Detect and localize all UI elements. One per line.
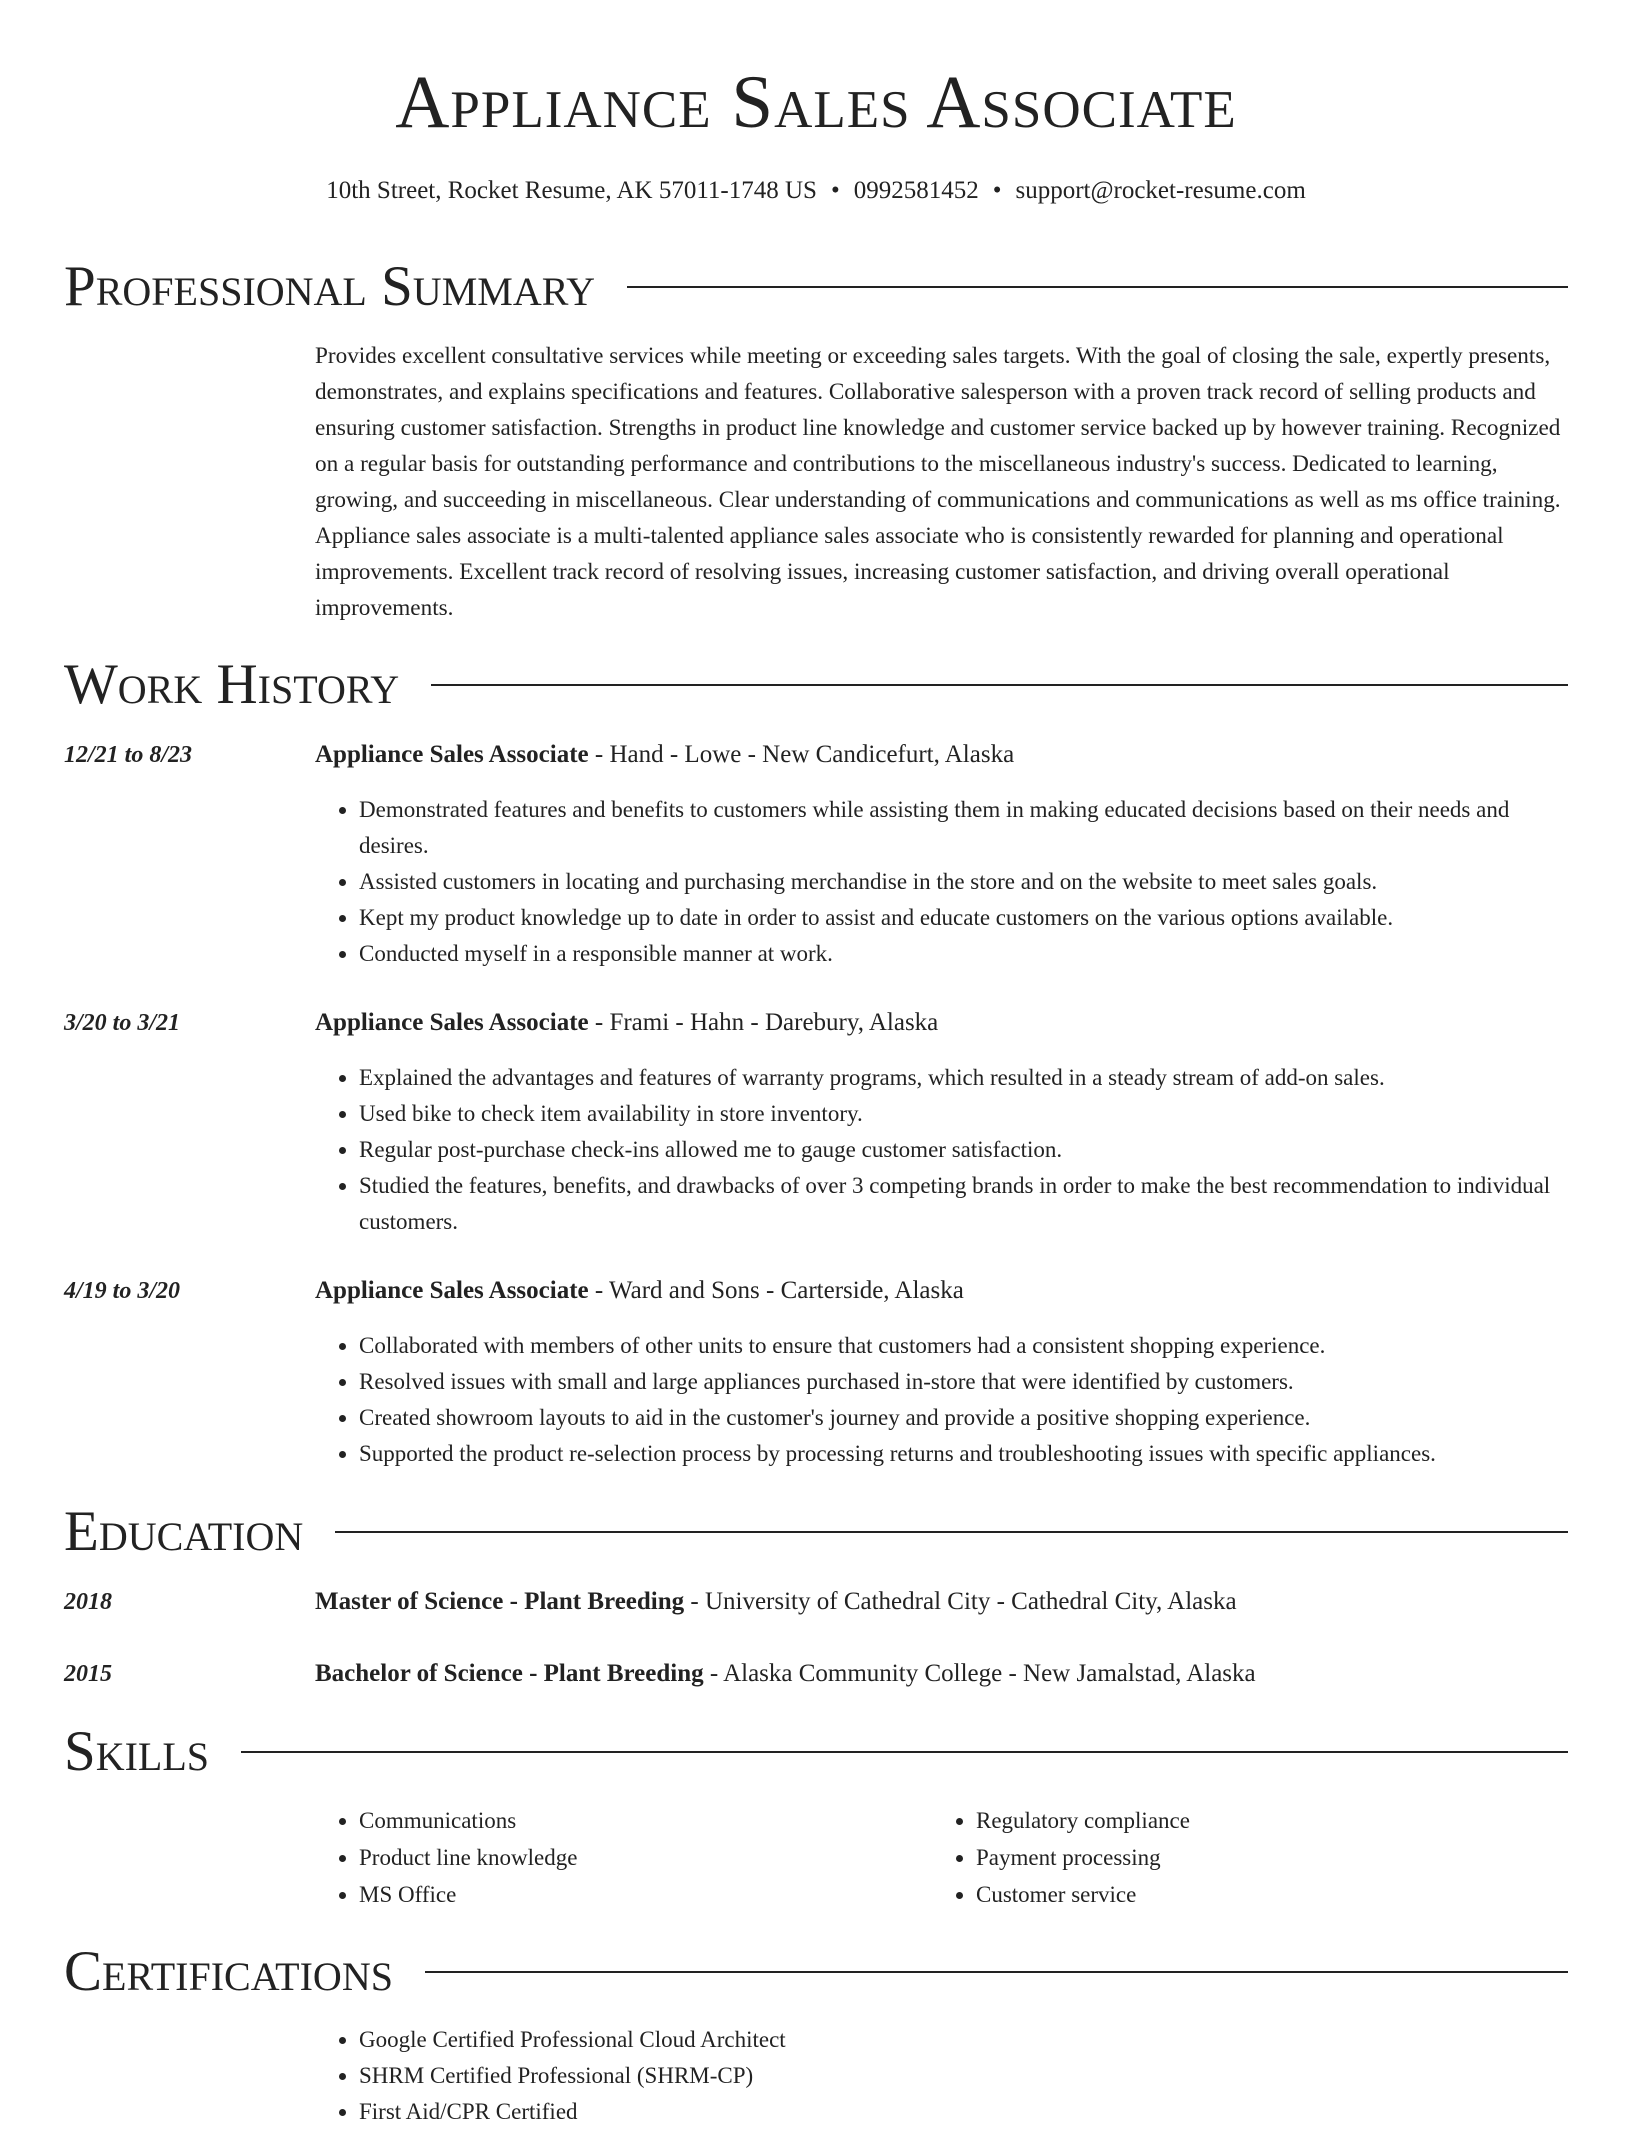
education-year: 2018 [64,1589,112,1615]
education-line [315,1657,1256,1691]
contact-separator: • [830,177,840,204]
list-item: • Conducted myself in a responsible manner at work. [359,936,1570,972]
resume-title: Appliance Sales Associate [395,61,1237,144]
summary-text: Provides excellent consultative services while meeting or exceeding sales targets. With the goal of closing the sale, expertly presents, demonstrates, and explains specifications and features. Collaborative salesperson with a proven track record of selling products and ensuring customer satisfaction. Strengths in product line knowledge and customer service backed up by however training. Recognized on a regular basis for outstanding performance and contributions to the miscellaneous industry's success. Dedicated to learning, growing, and succeeding in miscellaneous. Clear understanding of communications and communications as well as ms office training. Appliance sales associate is a multi-talented appliance sales associate who is consistently rewarded for planning and operational improvements. Excellent track record of resolving issues, increasing customer satisfaction, and driving overall operational improvements. [315,343,1561,621]
section-divider [425,1971,1568,1973]
section-title-certifications: Certifications [64,1940,393,2003]
section-header-work [64,653,1568,717]
section-header-skills [64,1720,1568,1784]
education-school: - Alaska Community College - New Jamalstad, Alaska [703,1660,1256,1687]
certification-item: • Google Certified Professional Cloud Architect [359,2022,786,2058]
job-dates: 12/21 to 8/23 [64,742,193,768]
job-bullets [315,1060,1570,1240]
list-item: • Assisted customers in locating and purchasing merchandise in the store and on the website to meet sales goals. [359,864,1570,900]
contact-address: 10th Street, Rocket Resume, AK 57011-1748 US [326,177,817,204]
contact-separator: • [992,177,1002,204]
job-dates: 4/19 to 3/20 [64,1278,181,1304]
section-divider [627,286,1568,288]
education-line [315,1585,1237,1619]
education-school: - University of Cathedral City - Cathedral City, Alaska [684,1588,1237,1615]
section-divider [431,684,1568,686]
skill-item: • Payment processing [976,1839,1190,1876]
section-header-certifications [64,1940,1568,2004]
list-item: • Resolved issues with small and large appliances purchased in-store that were identified by customers. [359,1364,1570,1400]
certification-item: • SHRM Certified Professional (SHRM-CP) [359,2058,786,2094]
job-employer: - Ward and Sons - Carterside, Alaska [588,1277,964,1304]
list-item: • Kept my product knowledge up to date in order to assist and educate customers on the various options available. [359,900,1570,936]
job-title-line [315,738,1014,772]
certifications-list [315,2022,786,2130]
job-title-line [315,1006,938,1040]
list-item: • Studied the features, benefits, and drawbacks of over 3 competing brands in order to make the best recommendation to individual customers. [359,1168,1570,1240]
section-title-work: Work History [64,653,400,716]
job-dates: 3/20 to 3/21 [64,1010,181,1036]
section-title-summary: Professional Summary [64,255,596,318]
job-employer: - Hand - Lowe - New Candicefurt, Alaska [588,741,1015,768]
job-role: Appliance Sales Associate [315,1009,589,1036]
job-bullets [315,1328,1570,1472]
list-item: • Regular post-purchase check-ins allowed me to gauge customer satisfaction. [359,1132,1570,1168]
list-item: • Used bike to check item availability in store inventory. [359,1096,1570,1132]
contact-phone: 0992581452 [853,177,979,204]
skills-list-right [932,1802,1190,1913]
section-header-summary [64,255,1568,319]
skill-item: • Customer service [976,1876,1190,1913]
list-item: • Explained the advantages and features of warranty programs, which resulted in a steady stream of add-on sales. [359,1060,1570,1096]
education-year: 2015 [64,1661,112,1687]
contact-email: support@rocket-resume.com [1015,177,1306,204]
education-degree: Master of Science - Plant Breeding [315,1588,685,1615]
list-item: • Demonstrated features and benefits to customers while assisting them in making educated decisions based on their needs and desires. [359,792,1570,864]
certification-item: • First Aid/CPR Certified [359,2094,786,2130]
job-employer: - Frami - Hahn - Darebury, Alaska [588,1009,939,1036]
job-title-line [315,1274,964,1308]
list-item: • Collaborated with members of other units to ensure that customers had a consistent shopping experience. [359,1328,1570,1364]
section-divider [241,1751,1568,1753]
list-item: • Supported the product re-selection process by processing returns and troubleshooting issues with specific appliances. [359,1436,1570,1472]
contact-line [0,174,1632,208]
job-role: Appliance Sales Associate [315,1277,589,1304]
section-title-skills: Skills [64,1720,210,1783]
skill-item: • Communications [359,1802,577,1839]
education-degree: Bachelor of Science - Plant Breeding [315,1660,704,1687]
list-item: • Created showroom layouts to aid in the customer's journey and provide a positive shopping experience. [359,1400,1570,1436]
skill-item: • MS Office [359,1876,577,1913]
skill-item: • Regulatory compliance [976,1802,1190,1839]
section-header-education [64,1500,1568,1564]
section-title-education: Education [64,1500,304,1563]
job-role: Appliance Sales Associate [315,741,589,768]
skill-item: • Product line knowledge [359,1839,577,1876]
section-divider [335,1531,1568,1533]
skills-list-left [315,1802,577,1913]
job-bullets [315,792,1570,972]
